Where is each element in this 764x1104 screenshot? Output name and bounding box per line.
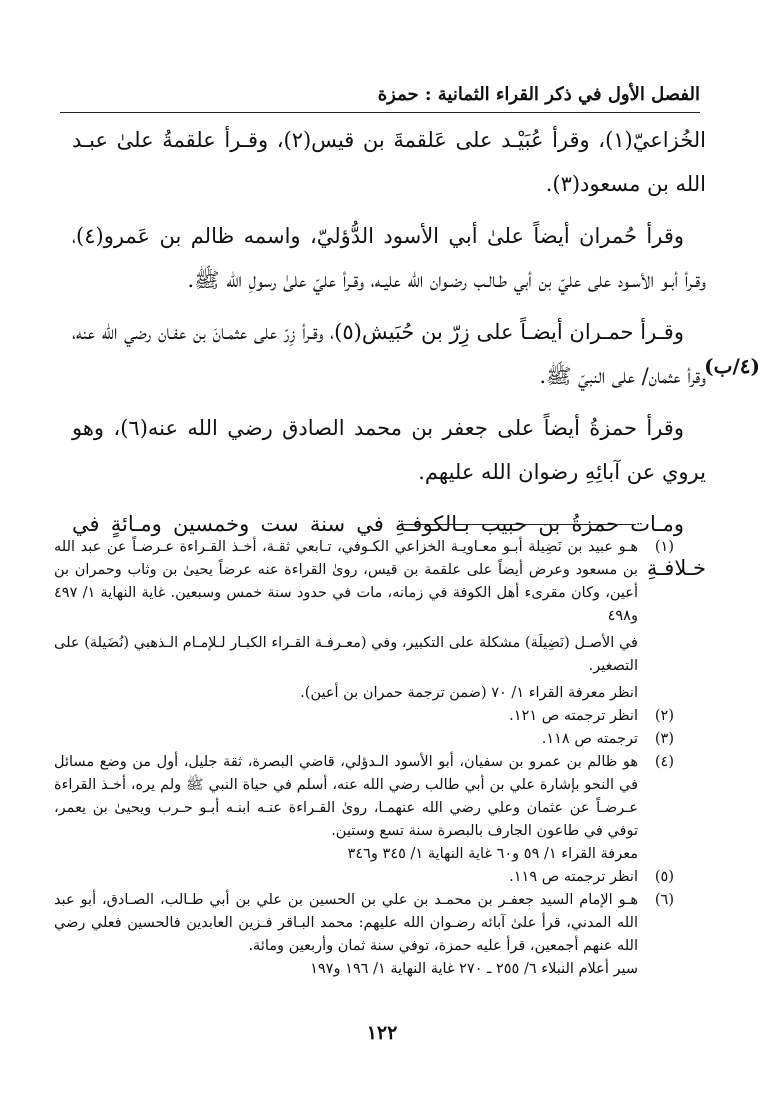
main-text	[72, 118, 706, 598]
footnote-text: سير أعلام النبلاء ٦/ ٢٥٥ ـ ٢٧٠ غاية النهاية ١/ ١٩٦ و١٩٧	[310, 961, 638, 977]
footnote	[54, 536, 674, 705]
footnote-text: انظر ترجمته ص ١١٩.	[509, 869, 638, 885]
footnote	[54, 728, 674, 751]
footnote-body	[54, 889, 638, 981]
paragraph: وقرأ حمزةُ أيضاً على جعفر بن محمد الصادق رضي الله عنه(٦)، وهو يروي عن آبائِهِ رضوان الله عليهم.	[72, 416, 706, 484]
footnote-text: هو ظالم بن عمرو بن سفيان، أبو الأسود الـدؤلي، قاضي البصرة، ثقة جليل، أول من وضع مسائل في النحو بإشارة علي بن أبي طالب رضي الله عنه، أسلم في حياة النبي ﷺ ولم يره، أخـذ القراءة عـرضـاً عن عثمان وعلي رضي الله عنهمـا، روىٰ القـراءة عنـه ابنـه أبـو حـرب ويحيىٰ بن يعمر، توفي في طاعون الجارف بالبصرة سنة تسع وستين.	[54, 754, 638, 839]
footnote-number: (٢)	[654, 708, 674, 724]
footnote-body	[54, 728, 638, 751]
footnote-number: (٣)	[654, 731, 674, 747]
footnote-text: انظر ترجمته ص ١٢١.	[509, 708, 638, 724]
running-header: الفصل الأول في ذكر القراء الثمانية : حمزة	[60, 82, 700, 113]
footnote	[54, 889, 674, 981]
footnote-text: هـو الإمام السيد جعفـر بن محمـد بن علي بن الحسين بن علي بن أبي طـالب، الصـادق، أبو عبد الله المدني، قرأ علىٰ آبائه رضـوان الله عليهم: محمد البـاقر فـزين العابدين فالحسين فعلي رضي الله عنهم أجمعين، قرأ عليه حمزة، توفي سنة ثمان وأربعين ومائة.	[54, 892, 638, 954]
footnote-number: (٥)	[654, 869, 674, 885]
footnote-text: انظر معرفة القراء ١/ ٧٠ (ضمن ترجمة حمران بن أعين).	[300, 685, 638, 701]
footnote	[54, 705, 674, 728]
manuscript-folio-marker: (٤/ب)	[704, 354, 760, 378]
paragraph: ومـات حمزةُ بن حبيب بـالكوفـةِ في سنة ست وخمسين ومـائةٍ في خـلافـةِ	[72, 512, 706, 580]
footnote-body	[54, 751, 638, 866]
footnote-text: في الأصـل (نَضِيلَة) مشكلة على التكبير، وفي (معـرفـة القـراء الكبـار لـلإمـام الـذهبي (نُضَيلة) على التصغير.	[54, 635, 638, 674]
footnote	[54, 866, 674, 889]
footnote-separator	[400, 524, 636, 525]
footnote-text: هـو عبيد بن نَضِيلة أبـو معـاويـة الخزاعي الكـوفي، تـابعي ثقـة، أخـذ القـراءة عـرضـاً عن عبد الله بن مسعود وعرض أيضاً على علقمة بن قيس، روىٰ القراءة عنه عرضاً يحيىٰ بن وثاب وحمران بن أعين، وكان مقرىء أهل الكوفة في زمانه، مات في حدود سنة خمس وسبعين. غاية النهاية ١/ ٤٩٧ و٤٩٨	[54, 539, 638, 624]
footnote-number: (١)	[654, 539, 674, 555]
footnote-number: (٦)	[654, 892, 674, 908]
footnote-body	[54, 866, 638, 889]
footnote-text: معرفة القراء ١/ ٥٩ و٦٠ غاية النهاية ١/ ٣٤٥ و٣٤٦	[347, 846, 638, 862]
paragraph: وقـرأ حمـران أيضـاً على زِرّ بن حُبَيش(٥)، وقـرأ زِرّ على عثمـانَ بن عفـان رضي الله عنه، وقرأ عثمان/ على النبيّ ﷺ.	[72, 320, 706, 388]
footnote-text: ترجمته ص ١١٨.	[541, 731, 638, 747]
paragraph: وقرأ حُمران أيضاً علىٰ أبي الأسود الدُّؤليّ، واسمه ظالم بن عَمرو(٤)، وقـرأ أبـو الأسـود على عليّ بن أبي طـالـب رضـوان الله عليـه، وقـرأ عليّ علىٰ رسولِ الله ﷺ.	[72, 224, 706, 292]
footnotes	[54, 536, 674, 981]
paragraph: الخُزاعيّ(١)، وقرأ عُبَيْـد على عَلقمةَ بن قيس(٢)، وقـرأ علقمةُ علىٰ عبـد الله بن مسعود(٣).	[72, 128, 706, 196]
footnote-number: (٤)	[654, 754, 674, 770]
footnote-body	[54, 705, 638, 728]
footnote-body	[54, 536, 638, 705]
footnote	[54, 751, 674, 866]
page-number: ١٢٢	[366, 1022, 398, 1044]
